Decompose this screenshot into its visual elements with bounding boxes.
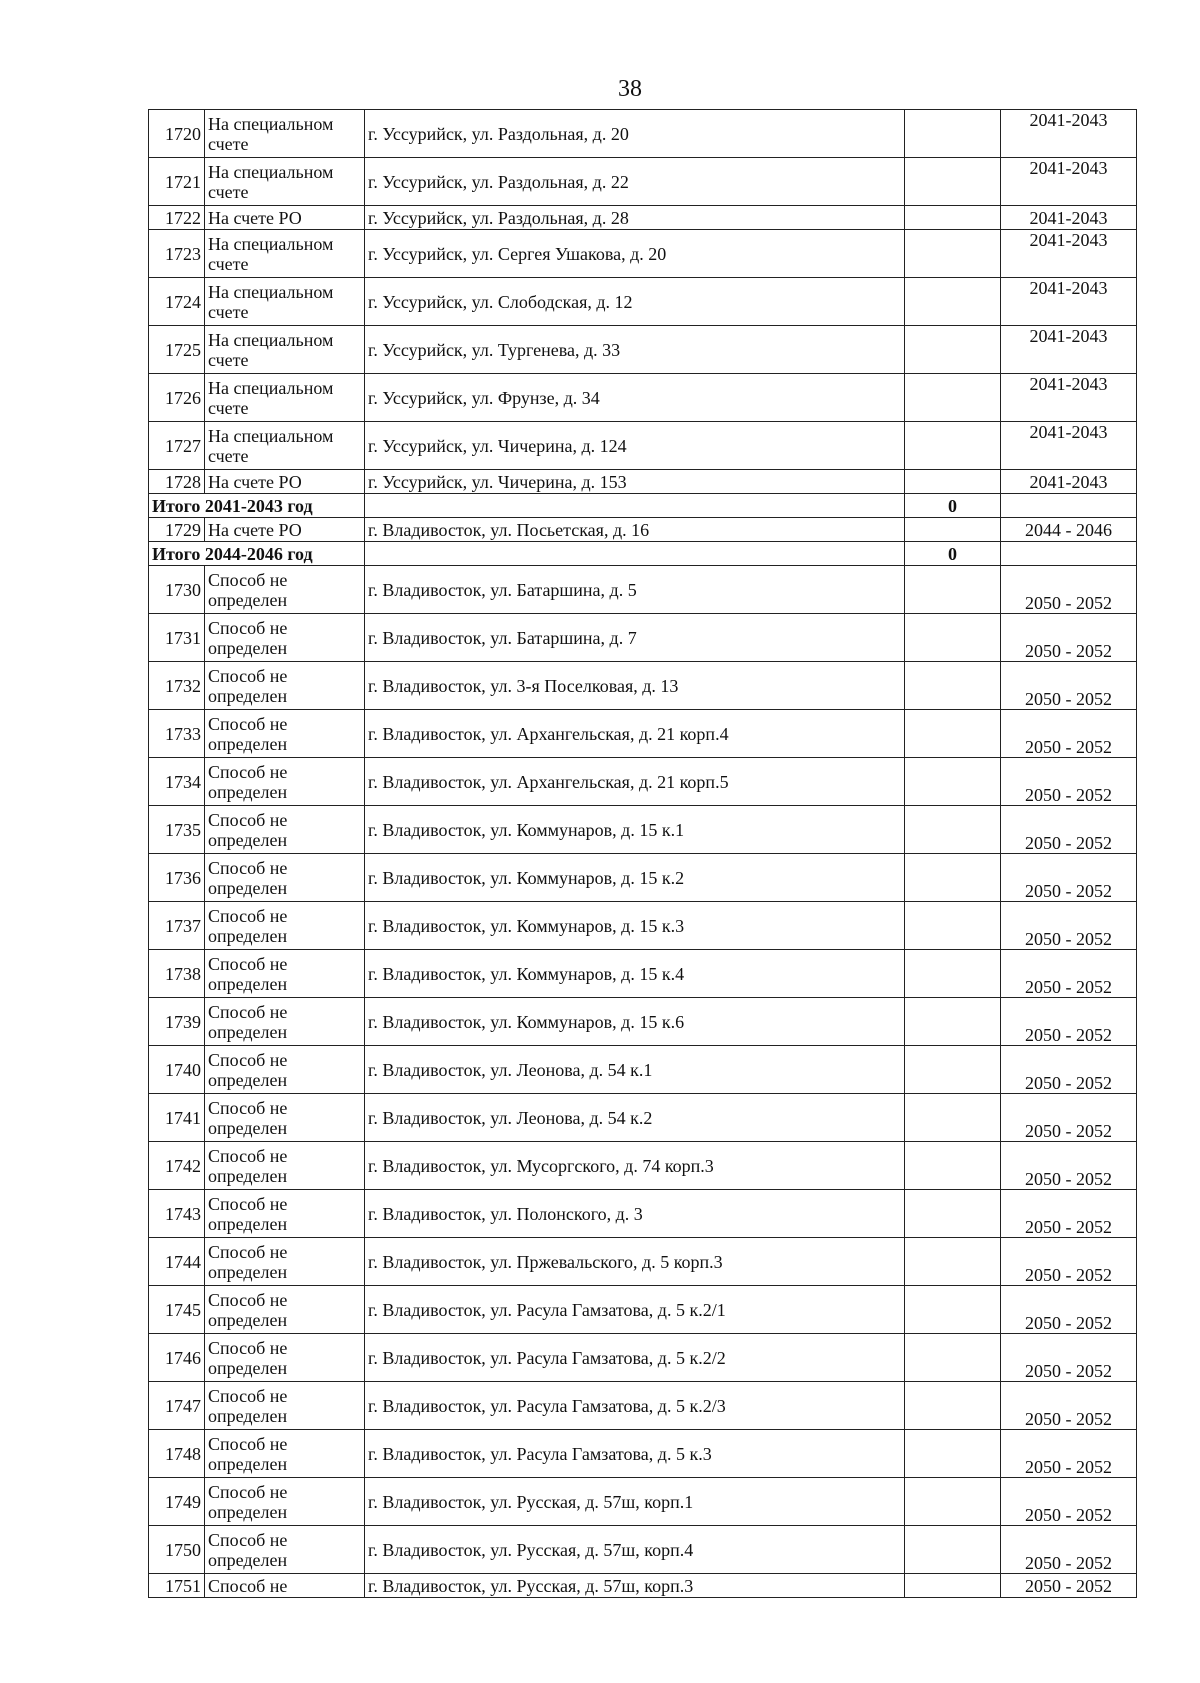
registry-body: [149, 110, 1137, 1598]
financing-method-line: Способ не: [208, 761, 288, 782]
repair-period: 2041-2043: [1001, 206, 1137, 230]
cost-cell: [905, 374, 1001, 422]
row-number: 1734: [149, 758, 205, 806]
total-empty-cell: [365, 542, 905, 566]
financing-method-line: определен: [208, 1021, 288, 1042]
financing-method-line: Способ не: [208, 1433, 288, 1454]
financing-method: [205, 1046, 365, 1094]
building-address: г. Владивосток, ул. 3-я Поселковая, д. 13: [365, 662, 905, 710]
repair-period: 2050 - 2052: [1001, 1046, 1137, 1094]
table-row: [149, 110, 1137, 158]
building-address: г. Владивосток, ул. Коммунаров, д. 15 к.6: [365, 998, 905, 1046]
row-number: 1742: [149, 1142, 205, 1190]
repair-period: 2050 - 2052: [1001, 902, 1137, 950]
table-row: [149, 806, 1137, 854]
row-number: 1745: [149, 1286, 205, 1334]
repair-period: 2050 - 2052: [1001, 1526, 1137, 1574]
financing-method-line: определен: [208, 877, 288, 898]
cost-cell: [905, 206, 1001, 230]
cost-cell: [905, 326, 1001, 374]
total-empty-cell: [1001, 494, 1137, 518]
financing-method-line: Способ не: [208, 1529, 288, 1550]
financing-method-line: Способ не: [208, 1385, 288, 1406]
financing-method: [205, 998, 365, 1046]
repair-period: 2050 - 2052: [1001, 998, 1137, 1046]
row-number: 1736: [149, 854, 205, 902]
housing-registry-table: [148, 109, 1137, 1598]
total-label: Итого 2044-2046 год: [149, 542, 365, 566]
financing-method-line: На специальном: [208, 281, 334, 302]
total-row: [149, 542, 1137, 566]
financing-method: [205, 1238, 365, 1286]
table-row: [149, 758, 1137, 806]
financing-method-line: Способ не: [208, 953, 288, 974]
table-row: [149, 1430, 1137, 1478]
repair-period: 2041-2043: [1001, 278, 1137, 326]
table-row: [149, 614, 1137, 662]
total-empty-cell: [365, 494, 905, 518]
building-address: г. Уссурийск, ул. Сергея Ушакова, д. 20: [365, 230, 905, 278]
financing-method: [205, 422, 365, 470]
building-address: г. Владивосток, ул. Расула Гамзатова, д. 5 к.2/3: [365, 1382, 905, 1430]
building-address: г. Уссурийск, ул. Раздольная, д. 20: [365, 110, 905, 158]
financing-method: [205, 1334, 365, 1382]
building-address: г. Уссурийск, ул. Раздольная, д. 22: [365, 158, 905, 206]
financing-method: [205, 326, 365, 374]
cost-cell: [905, 662, 1001, 710]
financing-method-line: Способ не: [208, 1575, 288, 1596]
financing-method-line: На специальном: [208, 233, 334, 254]
total-sum: 0: [905, 542, 1001, 566]
building-address: г. Владивосток, ул. Полонского, д. 3: [365, 1190, 905, 1238]
cost-cell: [905, 614, 1001, 662]
financing-method-line: Способ не: [208, 1241, 288, 1262]
cost-cell: [905, 110, 1001, 158]
row-number: 1750: [149, 1526, 205, 1574]
building-address: г. Владивосток, ул. Русская, д. 57ш, корп.3: [365, 1574, 905, 1598]
financing-method: [205, 110, 365, 158]
row-number: 1733: [149, 710, 205, 758]
row-number: 1726: [149, 374, 205, 422]
building-address: г. Владивосток, ул. Пржевальского, д. 5 корп.3: [365, 1238, 905, 1286]
table-row: [149, 1286, 1137, 1334]
row-number: 1746: [149, 1334, 205, 1382]
financing-method-line: определен: [208, 1309, 288, 1330]
financing-method-line: Способ не: [208, 713, 288, 734]
table-row: [149, 1334, 1137, 1382]
table-row: [149, 662, 1137, 710]
total-label: Итого 2041-2043 год: [149, 494, 365, 518]
repair-period: 2050 - 2052: [1001, 1574, 1137, 1598]
row-number: 1729: [149, 518, 205, 542]
financing-method-line: Способ не: [208, 1097, 288, 1118]
financing-method-line: определен: [208, 829, 288, 850]
building-address: г. Уссурийск, ул. Слободская, д. 12: [365, 278, 905, 326]
table-row: [149, 1478, 1137, 1526]
financing-method-line: Способ не: [208, 1481, 288, 1502]
repair-period: 2050 - 2052: [1001, 710, 1137, 758]
financing-method: [205, 158, 365, 206]
financing-method: [205, 1142, 365, 1190]
row-number: 1741: [149, 1094, 205, 1142]
financing-method-line: Способ не: [208, 1193, 288, 1214]
row-number: 1748: [149, 1430, 205, 1478]
financing-method-line: Способ не: [208, 1145, 288, 1166]
financing-method-line: Способ не: [208, 1049, 288, 1070]
table-row: [149, 1574, 1137, 1598]
row-number: 1723: [149, 230, 205, 278]
building-address: г. Владивосток, ул. Посьетская, д. 16: [365, 518, 905, 542]
financing-method-line: определен: [208, 973, 288, 994]
table-row: [149, 1142, 1137, 1190]
row-number: 1720: [149, 110, 205, 158]
financing-method-line: определен: [208, 1117, 288, 1138]
financing-method-line: Способ не: [208, 809, 288, 830]
cost-cell: [905, 1142, 1001, 1190]
building-address: г. Владивосток, ул. Коммунаров, д. 15 к.1: [365, 806, 905, 854]
cost-cell: [905, 566, 1001, 614]
financing-method: [205, 710, 365, 758]
building-address: г. Владивосток, ул. Коммунаров, д. 15 к.3: [365, 902, 905, 950]
row-number: 1727: [149, 422, 205, 470]
building-address: г. Владивосток, ул. Батаршина, д. 5: [365, 566, 905, 614]
row-number: 1738: [149, 950, 205, 998]
financing-method-line: определен: [208, 1405, 288, 1426]
cost-cell: [905, 422, 1001, 470]
financing-method: [205, 470, 365, 494]
cost-cell: [905, 470, 1001, 494]
financing-method-line: Способ не: [208, 1289, 288, 1310]
row-number: 1747: [149, 1382, 205, 1430]
building-address: г. Владивосток, ул. Мусоргского, д. 74 корп.3: [365, 1142, 905, 1190]
financing-method-line: Способ не: [208, 569, 288, 590]
financing-method: [205, 806, 365, 854]
cost-cell: [905, 1046, 1001, 1094]
repair-period: 2050 - 2052: [1001, 662, 1137, 710]
financing-method: [205, 950, 365, 998]
total-sum: 0: [905, 494, 1001, 518]
table-row: [149, 422, 1137, 470]
repair-period: 2050 - 2052: [1001, 854, 1137, 902]
table-row: [149, 566, 1137, 614]
financing-method-line: На специальном: [208, 161, 334, 182]
financing-method-line: определен: [208, 589, 288, 610]
financing-method-line: Способ не: [208, 857, 288, 878]
row-number: 1751: [149, 1574, 205, 1598]
repair-period: 2050 - 2052: [1001, 806, 1137, 854]
building-address: г. Владивосток, ул. Расула Гамзатова, д. 5 к.2/1: [365, 1286, 905, 1334]
financing-method-line: определен: [208, 1453, 288, 1474]
cost-cell: [905, 158, 1001, 206]
cost-cell: [905, 950, 1001, 998]
repair-period: 2041-2043: [1001, 110, 1137, 158]
financing-method: [205, 758, 365, 806]
financing-method: [205, 518, 365, 542]
repair-period: 2044 - 2046: [1001, 518, 1137, 542]
repair-period: 2050 - 2052: [1001, 1094, 1137, 1142]
financing-method-line: Способ не: [208, 665, 288, 686]
repair-period: 2050 - 2052: [1001, 1430, 1137, 1478]
table-row: [149, 1190, 1137, 1238]
repair-period: 2050 - 2052: [1001, 1238, 1137, 1286]
financing-method: [205, 566, 365, 614]
financing-method-line: На счете РО: [208, 519, 302, 540]
cost-cell: [905, 278, 1001, 326]
building-address: г. Владивосток, ул. Коммунаров, д. 15 к.2: [365, 854, 905, 902]
financing-method-line: счете: [208, 181, 249, 202]
repair-period: 2050 - 2052: [1001, 1142, 1137, 1190]
financing-method: [205, 230, 365, 278]
row-number: 1737: [149, 902, 205, 950]
building-address: г. Владивосток, ул. Батаршина, д. 7: [365, 614, 905, 662]
financing-method: [205, 662, 365, 710]
repair-period: 2050 - 2052: [1001, 1334, 1137, 1382]
cost-cell: [905, 1094, 1001, 1142]
building-address: г. Уссурийск, ул. Раздольная, д. 28: [365, 206, 905, 230]
financing-method-line: определен: [208, 781, 288, 802]
repair-period: 2041-2043: [1001, 326, 1137, 374]
table-row: [149, 470, 1137, 494]
table-row: [149, 326, 1137, 374]
table-row: [149, 1094, 1137, 1142]
financing-method-line: определен: [208, 733, 288, 754]
building-address: г. Уссурийск, ул. Чичерина, д. 124: [365, 422, 905, 470]
cost-cell: [905, 806, 1001, 854]
table-row: [149, 950, 1137, 998]
row-number: 1743: [149, 1190, 205, 1238]
building-address: г. Владивосток, ул. Русская, д. 57ш, корп.4: [365, 1526, 905, 1574]
row-number: 1724: [149, 278, 205, 326]
table-row: [149, 1046, 1137, 1094]
financing-method-line: определен: [208, 1213, 288, 1234]
table-row: [149, 1526, 1137, 1574]
financing-method: [205, 614, 365, 662]
financing-method: [205, 1574, 365, 1598]
building-address: г. Уссурийск, ул. Фрунзе, д. 34: [365, 374, 905, 422]
building-address: г. Владивосток, ул. Русская, д. 57ш, корп.1: [365, 1478, 905, 1526]
building-address: г. Владивосток, ул. Леонова, д. 54 к.1: [365, 1046, 905, 1094]
financing-method-line: Способ не: [208, 905, 288, 926]
financing-method: [205, 1094, 365, 1142]
financing-method-line: счете: [208, 253, 249, 274]
financing-method-line: определен: [208, 1069, 288, 1090]
building-address: г. Владивосток, ул. Леонова, д. 54 к.2: [365, 1094, 905, 1142]
financing-method-line: определен: [208, 685, 288, 706]
financing-method-line: На специальном: [208, 377, 334, 398]
row-number: 1721: [149, 158, 205, 206]
financing-method-line: Способ не: [208, 1001, 288, 1022]
table-row: [149, 710, 1137, 758]
repair-period: 2050 - 2052: [1001, 1478, 1137, 1526]
cost-cell: [905, 1238, 1001, 1286]
row-number: 1744: [149, 1238, 205, 1286]
repair-period: 2041-2043: [1001, 158, 1137, 206]
financing-method-line: счете: [208, 349, 249, 370]
financing-method-line: Способ не: [208, 617, 288, 638]
building-address: г. Уссурийск, ул. Тургенева, д. 33: [365, 326, 905, 374]
building-address: г. Уссурийск, ул. Чичерина, д. 153: [365, 470, 905, 494]
cost-cell: [905, 1526, 1001, 1574]
repair-period: 2041-2043: [1001, 230, 1137, 278]
financing-method-line: На счете РО: [208, 471, 302, 492]
row-number: 1739: [149, 998, 205, 1046]
repair-period: 2041-2043: [1001, 422, 1137, 470]
financing-method-line: определен: [208, 1165, 288, 1186]
building-address: г. Владивосток, ул. Расула Гамзатова, д. 5 к.3: [365, 1430, 905, 1478]
building-address: г. Владивосток, ул. Коммунаров, д. 15 к.4: [365, 950, 905, 998]
financing-method-line: На специальном: [208, 329, 334, 350]
table-row: [149, 158, 1137, 206]
cost-cell: [905, 758, 1001, 806]
repair-period: 2050 - 2052: [1001, 950, 1137, 998]
table-row: [149, 206, 1137, 230]
financing-method-line: определен: [208, 925, 288, 946]
row-number: 1730: [149, 566, 205, 614]
total-row: [149, 494, 1137, 518]
row-number: 1728: [149, 470, 205, 494]
repair-period: 2050 - 2052: [1001, 758, 1137, 806]
table-row: [149, 1238, 1137, 1286]
cost-cell: [905, 518, 1001, 542]
financing-method: [205, 1286, 365, 1334]
financing-method-line: Способ не: [208, 1337, 288, 1358]
financing-method-line: определен: [208, 1261, 288, 1282]
cost-cell: [905, 1574, 1001, 1598]
financing-method-line: На специальном: [208, 425, 334, 446]
financing-method: [205, 1190, 365, 1238]
financing-method: [205, 854, 365, 902]
cost-cell: [905, 1190, 1001, 1238]
table-row: [149, 230, 1137, 278]
row-number: 1732: [149, 662, 205, 710]
cost-cell: [905, 1382, 1001, 1430]
financing-method-line: счете: [208, 445, 249, 466]
page-number: 38: [618, 76, 642, 102]
financing-method: [205, 902, 365, 950]
cost-cell: [905, 1286, 1001, 1334]
repair-period: 2041-2043: [1001, 470, 1137, 494]
financing-method: [205, 206, 365, 230]
table-row: [149, 518, 1137, 542]
cost-cell: [905, 902, 1001, 950]
repair-period: 2050 - 2052: [1001, 614, 1137, 662]
cost-cell: [905, 230, 1001, 278]
table-row: [149, 998, 1137, 1046]
repair-period: 2050 - 2052: [1001, 1286, 1137, 1334]
repair-period: 2041-2043: [1001, 374, 1137, 422]
row-number: 1731: [149, 614, 205, 662]
financing-method-line: определен: [208, 1501, 288, 1522]
financing-method: [205, 1382, 365, 1430]
cost-cell: [905, 998, 1001, 1046]
total-empty-cell: [1001, 542, 1137, 566]
table-row: [149, 902, 1137, 950]
building-address: г. Владивосток, ул. Архангельская, д. 21 корп.4: [365, 710, 905, 758]
cost-cell: [905, 854, 1001, 902]
financing-method: [205, 1526, 365, 1574]
repair-period: 2050 - 2052: [1001, 1382, 1137, 1430]
financing-method: [205, 374, 365, 422]
cost-cell: [905, 1334, 1001, 1382]
financing-method-line: определен: [208, 637, 288, 658]
row-number: 1740: [149, 1046, 205, 1094]
row-number: 1722: [149, 206, 205, 230]
financing-method-line: счете: [208, 133, 249, 154]
financing-method-line: На счете РО: [208, 207, 302, 228]
financing-method-line: На специальном: [208, 113, 334, 134]
table-row: [149, 854, 1137, 902]
cost-cell: [905, 1478, 1001, 1526]
table-row: [149, 1382, 1137, 1430]
financing-method: [205, 1478, 365, 1526]
financing-method-line: счете: [208, 301, 249, 322]
financing-method-line: счете: [208, 397, 249, 418]
repair-period: 2050 - 2052: [1001, 566, 1137, 614]
cost-cell: [905, 1430, 1001, 1478]
financing-method-line: определен: [208, 1357, 288, 1378]
table-row: [149, 278, 1137, 326]
table-row: [149, 374, 1137, 422]
cost-cell: [905, 710, 1001, 758]
financing-method: [205, 1430, 365, 1478]
repair-period: 2050 - 2052: [1001, 1190, 1137, 1238]
financing-method: [205, 278, 365, 326]
row-number: 1735: [149, 806, 205, 854]
row-number: 1725: [149, 326, 205, 374]
financing-method-line: определен: [208, 1549, 288, 1570]
row-number: 1749: [149, 1478, 205, 1526]
building-address: г. Владивосток, ул. Архангельская, д. 21 корп.5: [365, 758, 905, 806]
building-address: г. Владивосток, ул. Расула Гамзатова, д. 5 к.2/2: [365, 1334, 905, 1382]
